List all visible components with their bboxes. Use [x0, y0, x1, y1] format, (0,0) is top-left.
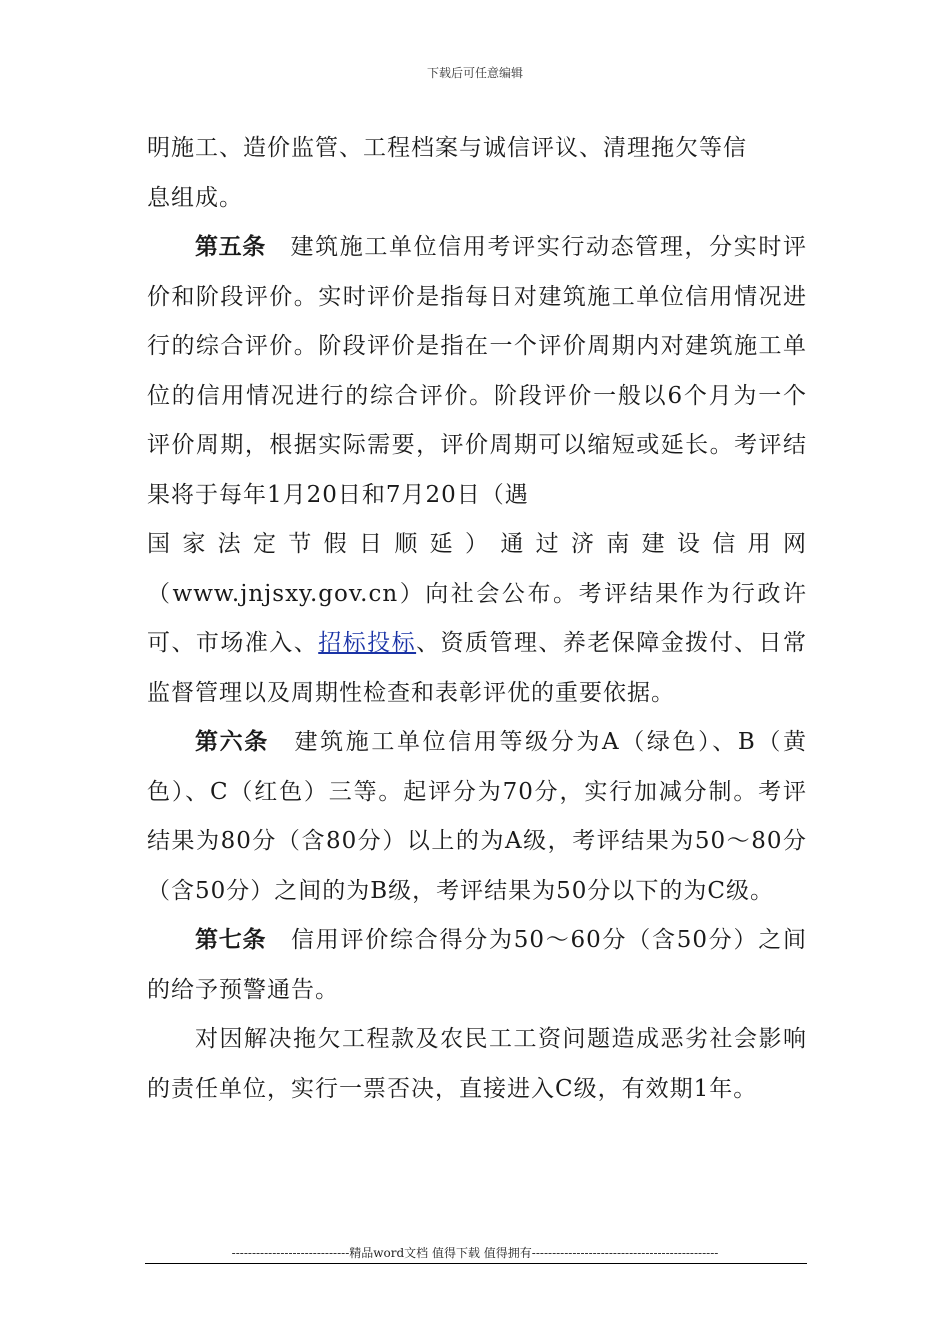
article-7-text: 信用评价综合得分为50～60分（含50分）之间的给予预警通告。 [147, 927, 807, 1003]
paragraph-continuation [147, 124, 807, 223]
article-5-text-c: 、资质管理、养老保障金拨付、日常监督管理以及周期性检查和表彰评优的重要依据。 [147, 630, 808, 706]
article-6-text: 建筑施工单位信用等级分为A（绿色）、B（黄色）、C（红色）三等。起评分为70分，实行加减分制。考评结果为80分（含80分）以上的为A级，考评结果为50～80分（含50分）之间的为B级，考评结果为50分以下的为C级。 [147, 729, 807, 904]
article-5-continued [147, 570, 807, 719]
paragraph-veto: 对因解决拖欠工程款及农民工工资问题造成恶劣社会影响的责任单位，实行一票否决，直接进入C级，有效期1年。 [147, 1026, 807, 1102]
page-footer-note: -----------------------------精品word文档 值得下载 值得拥有---------------------------------------------- [231, 1246, 719, 1260]
article-7 [147, 916, 807, 1015]
page-header-note: 下载后可任意编辑 [426, 66, 523, 80]
paragraph-text: 息组成。 [147, 184, 243, 211]
document-body [147, 124, 807, 1114]
article-5-text: 建筑施工单位信用考评实行动态管理，分实时评价和阶段评价。实时评价是指每日对建筑施工单位信用情况进行的综合评价。阶段评价是指在一个评价周期内对建筑施工单位的信用情况进行的综合评价。阶段评价一般以6个月为一个评价周期，根据实际需要，评价周期可以缩短或延长。考评结果将于每年1月20日和7月20日（遇 [147, 234, 807, 508]
article-6-label: 第六条 [195, 729, 269, 755]
article-5-spread-line: 国家法定节假日顺延）通过济南建设信用网 [147, 531, 807, 557]
article-6 [147, 718, 807, 916]
footer-divider [145, 1263, 807, 1264]
article-5-label: 第五条 [195, 234, 266, 260]
article-5 [147, 223, 807, 520]
article-7-label: 第七条 [195, 927, 267, 953]
article-5-text-b: （www.jnjsxy.gov.cn）向社会公布。考评结果作为行政许可、市场准入、 [147, 580, 807, 656]
bidding-link[interactable]: 招标投标 [318, 630, 417, 656]
paragraph-text: 明施工、造价监管、工程档案与诚信评议、清理拖欠等信 [147, 135, 747, 161]
